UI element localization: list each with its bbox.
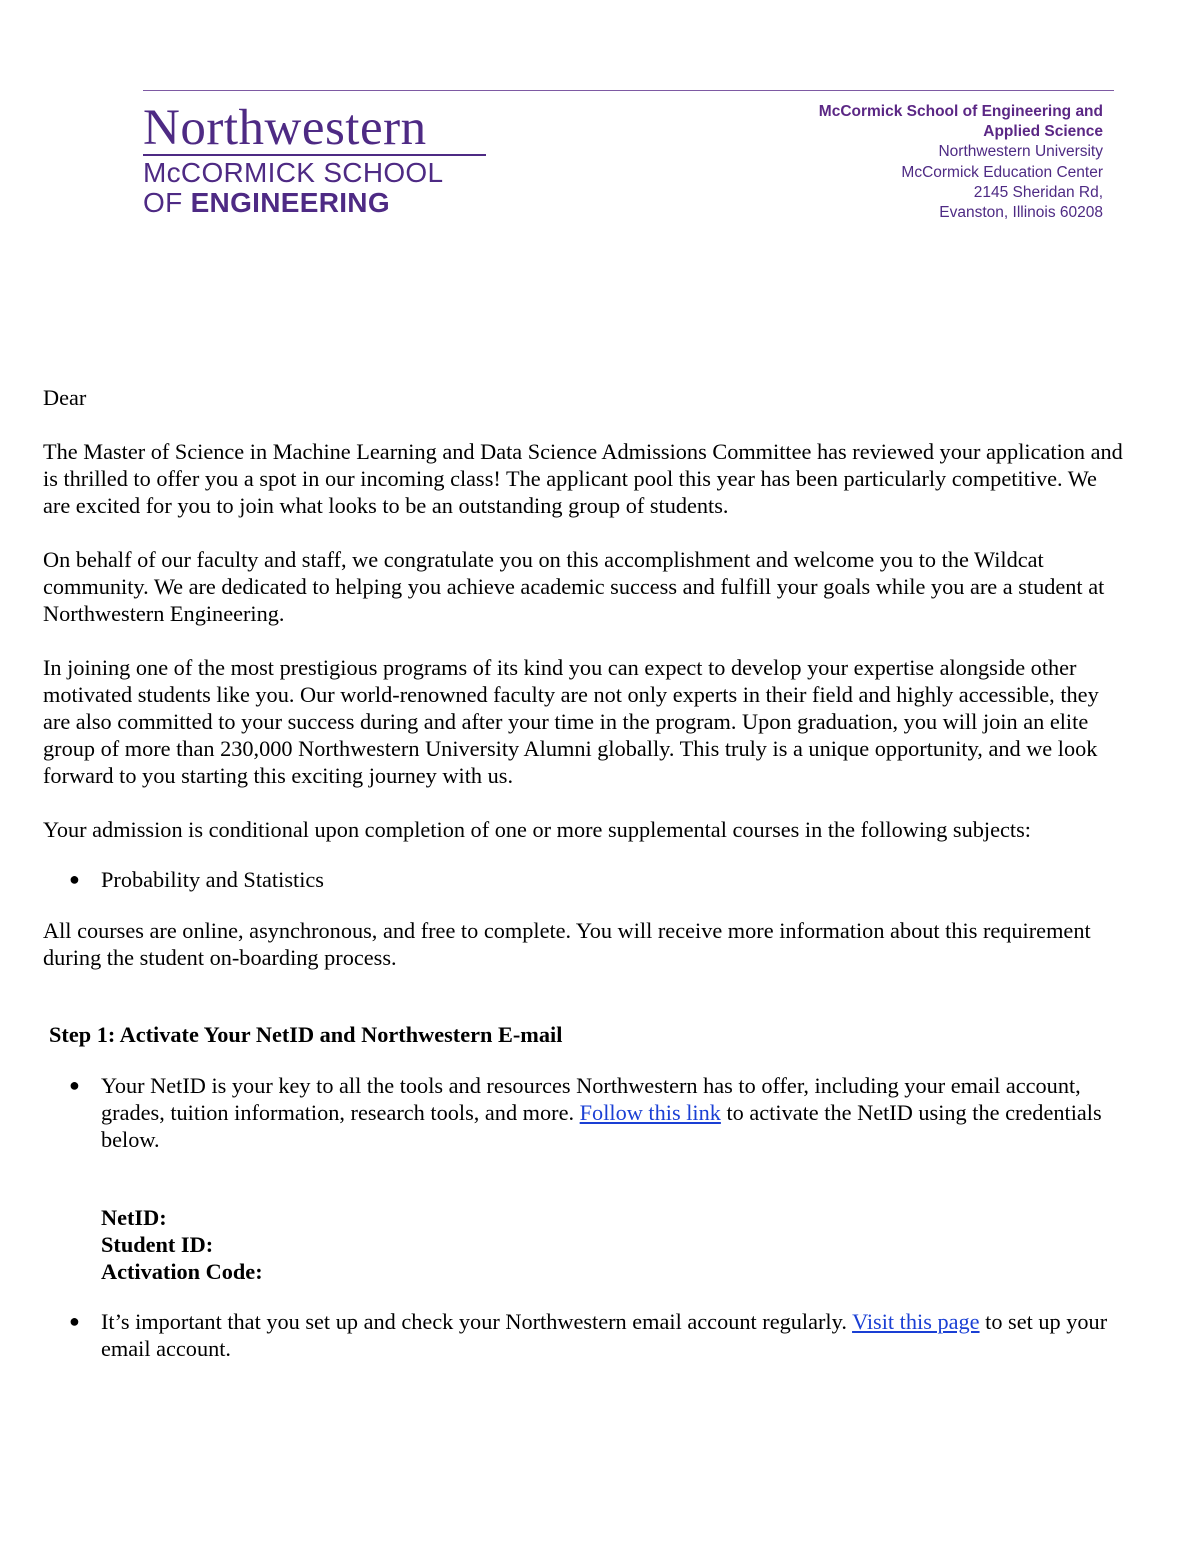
address-line-center: McCormick Education Center (901, 163, 1103, 181)
paragraph-courses: All courses are online, asynchronous, and free to complete. You will receive more information about this requirement during the student on-boarding process. (43, 918, 1091, 970)
bullet-icon: ● (69, 869, 80, 889)
paragraph-conditional: Your admission is conditional upon completion of one or more supplemental courses in the following subjects: (43, 817, 1031, 842)
subject-list (43, 866, 1123, 893)
step1-list-email (43, 1308, 1123, 1362)
logo-line-prefix: OF (143, 187, 183, 218)
paragraph-review: The Master of Science in Machine Learning and Data Science Admissions Committee has reviewed your application and is thrilled to offer you a spot in our incoming class! The applicant pool this year has been particularly competitive. We are excited for you to join what looks to be an outstanding group of students. (43, 439, 1123, 518)
visit-this-page-link[interactable]: Visit this page (852, 1309, 980, 1334)
netid-text-after: to activate the NetID using the credentials below. (101, 1100, 1102, 1152)
bullet-icon: ● (69, 1311, 80, 1331)
email-text-before: It’s important that you set up and check your Northwestern email account regularly. (101, 1309, 853, 1334)
credentials-block (43, 1204, 1123, 1285)
letter-body (43, 384, 1123, 1362)
logo-line-bold: ENGINEERING (190, 187, 390, 218)
salutation: Dear (43, 385, 87, 410)
email-text-after: to set up your email account. (101, 1309, 1108, 1361)
header-rule (143, 90, 1114, 91)
list-item (43, 1072, 1123, 1153)
subject-label: Probability and Statistics (101, 867, 324, 892)
logo-line-engineering (143, 188, 503, 218)
step1-heading: Step 1: Activate Your NetID and Northwestern E-mail (49, 1022, 563, 1047)
school-address (819, 102, 1103, 223)
follow-this-link[interactable]: Follow this link (579, 1100, 721, 1125)
northwestern-mccormick-logo (143, 102, 503, 218)
paragraph-program: In joining one of the most prestigious programs of its kind you can expect to develop your expertise alongside other motivated students like you. Our world-renowned faculty are not only experts in their field and highly accessible, they are also committed to your success during and after your time in the program. Upon graduation, you will join an elite group of more than 230,000 Northwestern University Alumni globally. This truly is a unique opportunity, and we look forward to you starting this exciting journey with us. (43, 655, 1099, 788)
address-title-line1: McCormick School of Engineering and (818, 103, 1103, 120)
netid-text-before: Your NetID is your key to all the tools and resources Northwestern has to offer, including your email account, grades, tuition information, research tools, and more. (101, 1073, 1081, 1125)
credential-student-id-label: Student ID: (101, 1232, 214, 1257)
paragraph-welcome: On behalf of our faculty and staff, we congratulate you on this accomplishment and welcome you to the Wildcat community. We are dedicated to helping you achieve academic success and fulfill your goals while you are a student at Northwestern Engineering. (43, 547, 1105, 626)
logo-line-school: McCORMICK SCHOOL (143, 157, 444, 188)
address-line-city: Evanston, Illinois 60208 (939, 204, 1103, 222)
address-line-university: Northwestern University (938, 143, 1103, 161)
step1-list-netid (43, 1072, 1123, 1153)
address-line-street: 2145 Sheridan Rd, (973, 183, 1103, 201)
credential-netid-label: NetID: (101, 1205, 167, 1230)
list-item (43, 1308, 1123, 1362)
list-item (43, 866, 1123, 893)
address-title-line2: Applied Science (983, 123, 1103, 141)
bullet-icon: ● (69, 1075, 80, 1095)
logo-wordmark: Northwestern (143, 100, 427, 156)
credential-activation-code-label: Activation Code: (101, 1259, 263, 1284)
